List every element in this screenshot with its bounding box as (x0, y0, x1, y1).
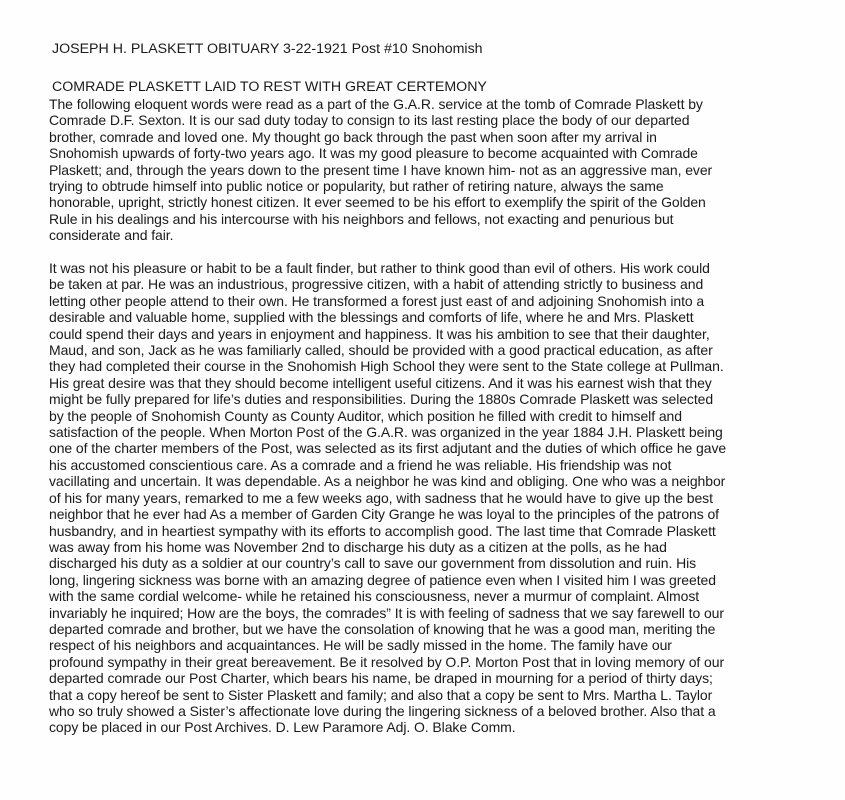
paragraph-line: one of the charter members of the Post, was selected as its first adjutant and the duties of which office he gave (49, 440, 727, 457)
paragraph-line: The following eloquent words were read as a part of the G.A.R. service at the tomb of Comrade Plaskett by (49, 96, 703, 112)
article-headline: COMRADE PLASKETT LAID TO REST WITH GREAT CERTEMONY (52, 79, 487, 95)
paragraph-line: Rule in his dealings and his intercourse with his neighbors and fellows, not exacting and penurious but (49, 210, 674, 227)
paragraph-line: honorable, upright, strictly honest citizen. It ever seemed to be his effort to exemplify the spirit of the Golden (49, 194, 706, 211)
paragraph-line: by the people of Snohomish County as County Auditor, which position he filled with credit to himself and (49, 407, 682, 424)
paragraph-line: considerate and fair. (49, 227, 174, 244)
paragraph-2 (49, 260, 819, 736)
paragraph-line: Comrade D.F. Sexton. It is our sad duty today to consign to its last resting place the body of our departed (49, 112, 690, 129)
paragraph-line: Plaskett; and, through the years down to the present time I have known him- not as an aggressive man, ever (49, 161, 713, 178)
paragraph-line: his accustomed conscientious care. As a comrade and a friend he was reliable. His friendship was not (49, 456, 672, 473)
paragraph-line: neighbor that he ever had As a member of Garden City Grange he was loyal to the principles of the patrons of (49, 506, 719, 523)
paragraph-line: Maud, and son, Jack as he was familiarly called, should be provided with a good practical education, as after (49, 342, 713, 359)
paragraph-line: copy be placed in our Post Archives. D. Lew Paramore Adj. O. Blake Comm. (49, 719, 516, 736)
paragraph-line: desirable and valuable home, supplied with the blessings and comforts of life, where he and Mrs. Plaskett (49, 309, 694, 326)
paragraph-line: with the same cordial welcome- while he retained his consciousness, never a murmur of complaint. Almost (49, 588, 700, 605)
paragraph-line: of his for many years, remarked to me a few weeks ago, with sadness that he would have to give up the best (49, 489, 713, 506)
paragraph-1 (49, 96, 819, 244)
paragraph-line: invariably he inquired; How are the boys, the comrades” It is with feeling of sadness that we say farewell to our (49, 604, 724, 621)
paragraph-line: they had completed their course in the Snohomish High School they were sent to the State college at Pullman. (49, 358, 724, 375)
paragraph-line: departed comrade and brother, but we have the consolation of knowing that he was a good man, meriting the (49, 620, 716, 637)
paragraph-line: that a copy hereof be sent to Sister Plaskett and family; and also that a copy be sent to Mrs. Martha L. Taylor (49, 686, 713, 703)
paragraph-line: might be fully prepared for life’s duties and responsibilities. During the 1880s Comrade Plaskett was selected (49, 391, 714, 408)
paragraph-line: His great desire was that they should become intelligent useful citizens. And it was his earnest wish that they (49, 374, 712, 391)
paragraph-line: profound sympathy in their great bereavement. Be it resolved by O.P. Morton Post that in loving memory of our (49, 653, 725, 670)
paragraph-line: husbandry, and in heartiest sympathy with its efforts to accomplish good. The last time that Comrade Plaskett (49, 522, 716, 539)
paragraph-line: It was not his pleasure or habit to be a fault finder, but rather to think good than evil of others. His work could (49, 260, 710, 276)
paragraph-line: trying to obtrude himself into public notice or popularity, but rather of retiring nature, always the same (49, 178, 664, 195)
paragraph-line: was away from his home was November 2nd to discharge his duty as a citizen at the polls, as he had (49, 538, 667, 555)
paragraph-line: vacillating and uncertain. It was dependable. As a neighbor he was kind and obliging. One who was a neighbor (49, 473, 726, 490)
paragraph-line: satisfaction of the people. When Morton Post of the G.A.R. was organized in the year 1884 J.H. Plaskett being (49, 424, 723, 441)
paragraph-line: who so truly showed a Sister’s affectionate love during the lingering sickness of a beloved brother. Also that a (49, 702, 716, 719)
paragraph-line: Snohomish upwards of forty-two years ago. It was my good pleasure to become acquainted with Comrade (49, 145, 698, 162)
paragraph-line: departed comrade our Post Charter, which bears his name, be draped in mourning for a period of thirty days; (49, 670, 713, 687)
document-title: JOSEPH H. PLASKETT OBITUARY 3-22-1921 Post #10 Snohomish (52, 41, 483, 57)
paragraph-line: letting other people attend to their own. He transformed a forest just east of and adjoining Snohomish into a (49, 292, 705, 309)
paragraph-line: respect of his neighbors and acquaintances. He will be sadly missed in the home. The family have our (49, 637, 672, 654)
paragraph-line: brother, comrade and loved one. My thought go back through the past when soon after my arrival in (49, 128, 657, 145)
paragraph-line: be taken at par. He was an industrious, progressive citizen, with a habit of attending strictly to business and (49, 276, 704, 293)
paragraph-line: discharged his duty as a soldier at our country’s call to save our government from dissolution and ruin. His (49, 555, 697, 572)
paragraph-line: could spend their days and years in enjoyment and happiness. It was his ambition to see that their daughter, (49, 325, 710, 342)
paragraph-line: long, lingering sickness was borne with an amazing degree of patience even when I visited him I was greeted (49, 571, 716, 588)
